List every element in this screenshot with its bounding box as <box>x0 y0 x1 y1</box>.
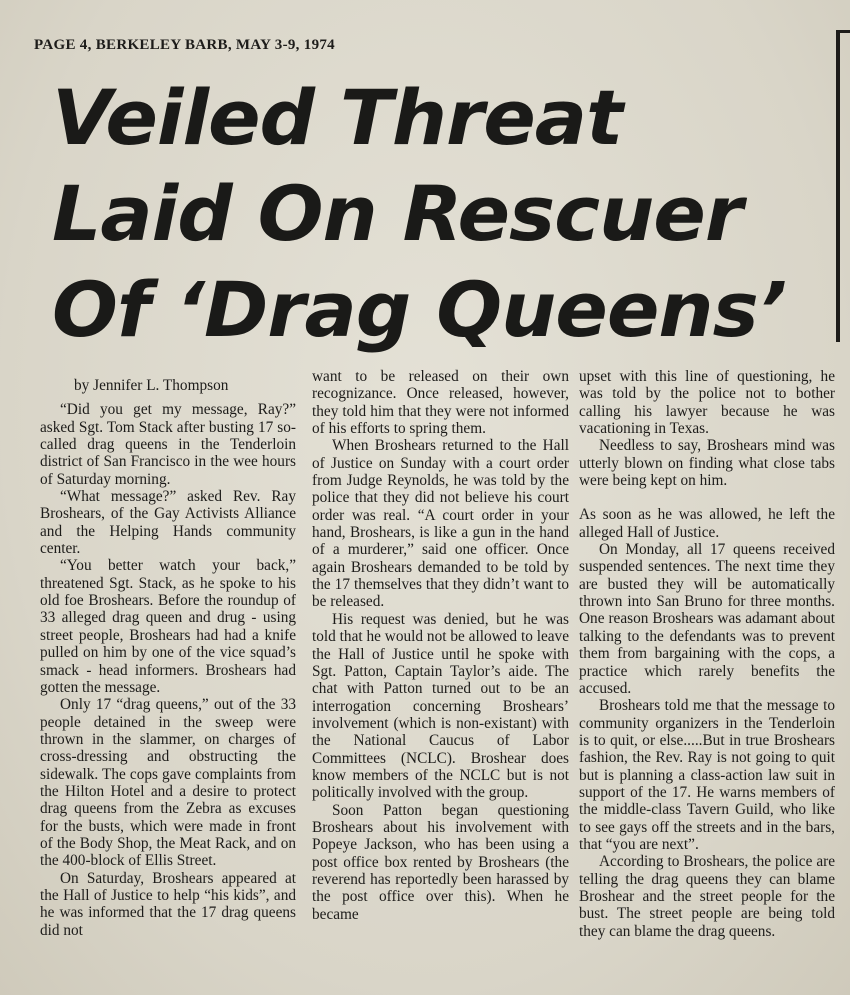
paragraph: “Did you get my message, Ray?” asked Sgt. Tom Stack after busting 17 so-called drag queens in the Tenderloin district of San Francisco in the wee hours of Saturday morning. <box>40 401 296 488</box>
paragraph-gap <box>579 489 835 506</box>
article-column-3 <box>579 368 835 940</box>
paragraph: On Saturday, Broshears appeared at the Hall of Justice to help “his kids”, and he was informed that the 17 drag queens did not <box>40 869 296 939</box>
article-column-1 <box>40 368 296 939</box>
paragraph: Only 17 “drag queens,” out of the 33 people detained in the sweep were thrown in the slammer, on charges of cross-dressing and obstructing the sidewalk. The cops gave complaints from the Hilton Hotel and a desire to protect drag queens from the Zebra as excuses for the busts, which were made in front of the Body Shop, the Meat Rack, and on the 400-block of Ellis Street. <box>40 696 296 870</box>
headline <box>52 70 848 358</box>
paragraph: Needless to say, Broshears mind was utterly blown on finding what close tabs were being kept on him. <box>579 437 835 490</box>
paragraph: “You better watch your back,” threatened Sgt. Stack, as he spoke to his old foe Broshears. Before the roundup of 33 alleged drag queen and drug - using street people, Broshears had had a knife pulled on him by one of the vice squad’s smack - head informers. Broshears had gotten the message. <box>40 557 296 696</box>
paragraph: As soon as he was allowed, he left the alleged Hall of Justice. <box>579 506 835 541</box>
byline: by Jennifer L. Thompson <box>74 377 229 394</box>
paragraph: When Broshears returned to the Hall of Justice on Sunday with a court order from Judge Reynolds, he was told by the police that they did not believe his court order was real. “A court order in your hand, Broshears, is like a gun in the hand of a murderer,” said one officer. Once again Broshears demanded to be told by the 17 themselves that they didn’t want to be released. <box>312 437 569 611</box>
paragraph: want to be released on their own recognizance. Once released, however, they told him that they were not informed of his efforts to spring them. <box>312 368 569 438</box>
paragraph: Broshears told me that the message to community organizers in the Tenderloin is to quit, or else.....But in true Broshears fashion, the Rev. Ray is not going to quit but is planning a class-action law suit in support of the 17. He warns members of the middle-class Tavern Guild, who like to see gays off the streets and in the bars, that “you are next”. <box>579 697 835 853</box>
article-column-2 <box>312 368 569 923</box>
paragraph: According to Broshears, the police are telling the drag queens they can blame Broshear and the street people for the bust. The street people are being told they can blame the drag queens. <box>579 853 835 940</box>
headline-line-1: Veiled Threat <box>52 73 623 162</box>
page-folio: PAGE 4, BERKELEY BARB, MAY 3-9, 1974 <box>34 37 335 53</box>
paragraph: Soon Patton began questioning Broshears about his involvement with Popeye Jackson, who has been using a post office box rented by Broshears (the reverend has reportedly been harassed by the post office over this). When he became <box>312 801 569 923</box>
paragraph: On Monday, all 17 queens received suspended sentences. The next time they are busted they will be automatically thrown into San Bruno for three months. One reason Broshears was adamant about talking to the defendants was to prevent them from bargaining with the cops, a practice which rarely benefits the accused. <box>579 541 835 697</box>
headline-line-3: Of ‘Drag Queens’ <box>52 265 787 354</box>
paragraph: “What message?” asked Rev. Ray Broshears, of the Gay Activists Alliance and the Helping Hands community center. <box>40 488 296 558</box>
paragraph: His request was denied, but he was told that he would not be allowed to leave the Hall of Justice until he spoke with Sgt. Patton, Captain Taylor’s aide. The chat with Patton turned out to be an interrogation concerning Broshears’ involvement (which is non-existant) with the National Caucus of Labor Committees (NCLC). Broshear does know members of the NCLC but is not politically involved with the group. <box>312 610 569 802</box>
headline-line-2: Laid On Rescuer <box>52 169 743 258</box>
paragraph: upset with this line of questioning, he was told by the police not to bother calling his lawyer because he was vacationing in Texas. <box>579 368 835 438</box>
